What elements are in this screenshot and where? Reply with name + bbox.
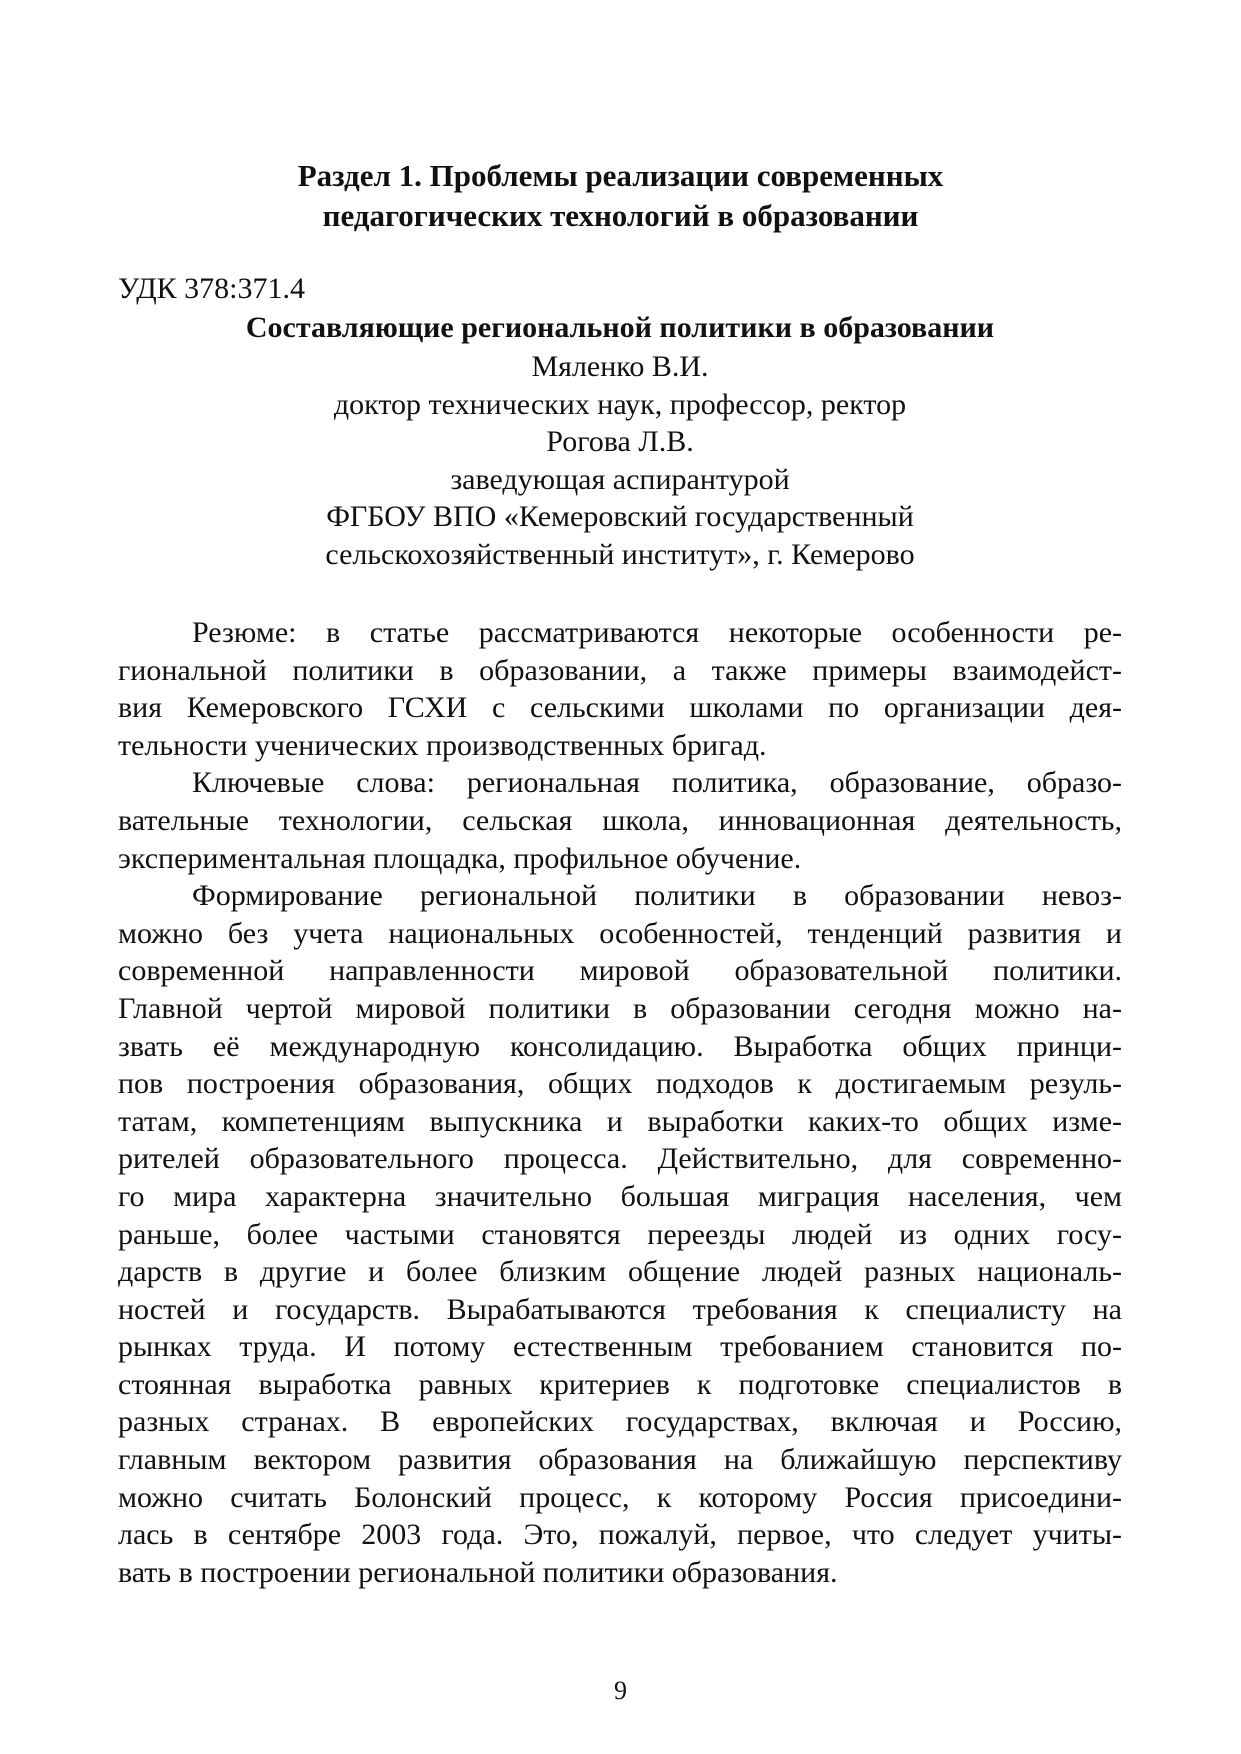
- text-line: можно считать Болонский процесс, к которому Россия присоедини-: [118, 1480, 1122, 1514]
- text-line: звать её международную консолидацию. Выработка общих принци-: [118, 1029, 1122, 1063]
- text-line: вать в построении региональной политики образования.: [118, 1555, 838, 1589]
- article-title: Составляющие региональной политики в образовании: [245, 311, 995, 344]
- author-position: доктор технических наук, профессор, ректор: [333, 387, 907, 421]
- article-body: [118, 614, 1122, 1591]
- section-title: [0, 156, 1241, 236]
- text-line: татам, компетенциям выпускника и выработки каких-то общих изме-: [118, 1104, 1122, 1138]
- author-name: Мяленко В.И.: [531, 350, 709, 383]
- author-name: Рогова Л.В.: [546, 425, 694, 458]
- text-line: вательные технологии, сельская школа, инновационная деятельность,: [118, 803, 1122, 837]
- udc-code: УДК 378:371.4: [118, 272, 306, 305]
- text-line: тельности ученических производственных бригад.: [118, 728, 767, 762]
- author-block: [118, 348, 1122, 573]
- text-line: современной направленности мировой образовательной политики.: [118, 954, 1122, 988]
- text-line: рителей образовательного процесса. Действительно, для современно-: [118, 1142, 1122, 1176]
- section-title-line: Раздел 1. Проблемы реализации современных: [297, 158, 944, 193]
- text-line: дарств в другие и более близким общение людей разных националь-: [118, 1255, 1122, 1289]
- text-line: раньше, более частыми становятся переезды людей из одних госу-: [118, 1217, 1122, 1251]
- author-position: заведующая аспирантурой: [450, 462, 790, 496]
- affiliation-line: ФГБОУ ВПО «Кемеровский государственный: [326, 500, 914, 533]
- text-line: рынках труда. И потому естественным требованием становится по-: [118, 1330, 1122, 1364]
- page-number: 9: [614, 1676, 627, 1705]
- text-line: го мира характерна значительно большая миграция населения, чем: [118, 1179, 1122, 1213]
- text-line: экспериментальная площадка, профильное обучение.: [118, 841, 802, 875]
- text-line: Главной чертой мировой политики в образовании сегодня можно на-: [118, 991, 1122, 1025]
- section-title-line: педагогических технологий в образовании: [322, 198, 919, 233]
- text-line: лась в сентябре 2003 года. Это, пожалуй, первое, что следует учиты-: [118, 1518, 1122, 1552]
- text-line: Формирование региональной политики в образовании невоз-: [192, 879, 1122, 913]
- text-line: Ключевые слова: региональная политика, образование, образо-: [192, 766, 1122, 800]
- keywords-paragraph: [118, 764, 1122, 877]
- text-line: гиональной политики в образовании, а также примеры взаимодейст-: [118, 653, 1122, 687]
- text-line: пов построения образования, общих подходов к достигаемым резуль-: [118, 1067, 1122, 1101]
- text-line: разных странах. В европейских государствах, включая и Россию,: [118, 1405, 1122, 1439]
- abstract-paragraph: [118, 614, 1122, 764]
- main-paragraph: [118, 877, 1122, 1591]
- text-line: главным вектором развития образования на ближайшую перспективу: [118, 1443, 1122, 1477]
- text-line: Резюме: в статье рассматриваются некоторые особенности ре-: [192, 616, 1122, 649]
- affiliation-line: сельскохозяйственный институт», г. Кемерово: [325, 537, 915, 571]
- text-line: ностей и государств. Вырабатываются требования к специалисту на: [118, 1292, 1122, 1326]
- text-line: стоянная выработка равных критериев к подготовке специалистов в: [118, 1367, 1122, 1401]
- text-line: вия Кемеровского ГСХИ с сельскими школами по организации дея-: [118, 691, 1122, 725]
- text-line: можно без учета национальных особенностей, тенденций развития и: [118, 916, 1122, 950]
